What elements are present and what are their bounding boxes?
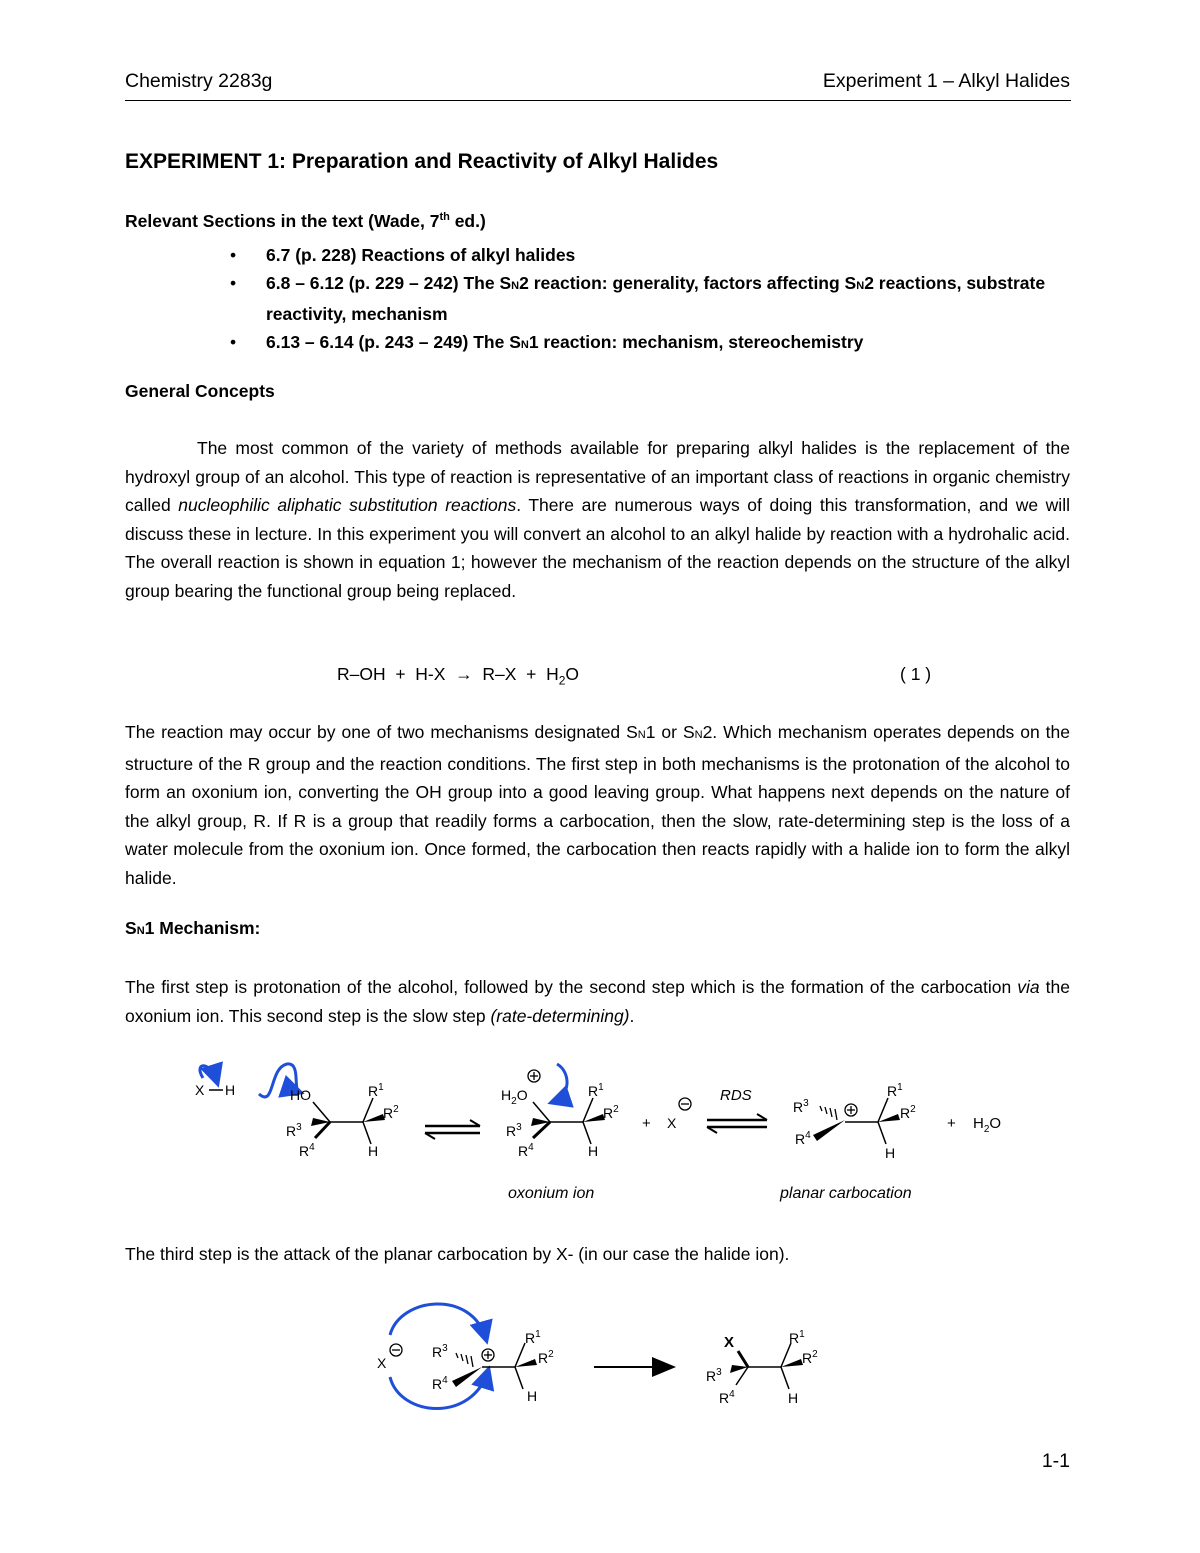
relevant-sections-list <box>230 241 1070 359</box>
svg-text:R2: $R^2$ <box>900 1104 916 1121</box>
svg-text:R1: $R^1$ <box>588 1082 604 1099</box>
scheme1-h2o: $H_2O$ <box>501 1087 528 1107</box>
svg-text:R3: $R^3$ <box>793 1098 809 1115</box>
scheme1-ho: HO <box>290 1087 311 1103</box>
svg-text:H: H <box>527 1388 538 1404</box>
svg-text:R3: $R^3$ <box>286 1122 302 1139</box>
paragraph-intro: The most common of the variety of methods available for preparing alkyl halides is the replacement of the hydroxyl group of an alcohol. This type of reaction is representative of an important class of reactions in organic chemistry called nucleophilic aliphatic substitution reactions. There are numerous ways of doing this transformation, and we will discuss these in lecture. In this experiment you will convert an alcohol to an alkyl halide by reaction with a hydrohalic acid. The overall reaction is shown in equation 1; however the mechanism of the reaction depends on the structure of the alkyl group bearing the functional group being replaced. <box>125 438 1070 601</box>
svg-text:H2O: $H_2O$ <box>973 1115 1002 1135</box>
rds-label: RDS <box>720 1087 752 1104</box>
curved-arrow-xh <box>200 1066 217 1082</box>
svg-text:+: + <box>947 1115 956 1132</box>
svg-text:R1: $R^1$ <box>789 1329 805 1346</box>
sn1-scheme-step-3 <box>360 1295 840 1435</box>
list-item: • 6.7 (p. 228) Reactions of alkyl halides <box>230 241 1070 269</box>
svg-text:R4: $R^4$ <box>432 1375 448 1392</box>
paragraph-mechanisms: The reaction may occur by one of two mechanisms designated SN1 or SN2. Which mechanism operates depends on the structure of the R group and the reaction conditions. The first step in both mechanisms is the protonation of the alcohol to form an oxonium ion, converting the OH group into a good leaving group. What happens next depends on the nature of the alkyl group, R. If R is a group that readily forms a carbocation, then the slow, rate-determining step is the loss of a water molecule from the oxonium ion. Once formed, the carbocation then reacts rapidly with a halide ion to form the alkyl halide. <box>125 722 1071 888</box>
svg-text:R2: $R^2$ <box>538 1349 554 1366</box>
page-number: 1-1 <box>1041 1450 1070 1472</box>
relevant-sections-heading: Relevant Sections in the text (Wade, 7th ed.) <box>125 211 486 231</box>
svg-text:H: H <box>368 1143 379 1159</box>
header-course: Chemistry 2283g <box>125 70 273 92</box>
svg-text:R2: $R^2$ <box>603 1104 619 1121</box>
svg-text:R1: $R^1$ <box>525 1329 541 1346</box>
svg-text:R3: $R^3$ <box>706 1367 722 1384</box>
svg-text:H: H <box>885 1145 896 1161</box>
sn1-scheme-steps-1-2 <box>175 1050 1055 1210</box>
scheme1-r1: $R^1$ <box>368 1082 384 1099</box>
header-rule <box>125 100 1071 101</box>
page-title: EXPERIMENT 1: Preparation and Reactivity of Alkyl Halides <box>125 150 719 173</box>
oxonium-ion-label: oxonium ion <box>508 1185 595 1202</box>
svg-text:R4: $R^4$ <box>719 1389 735 1406</box>
paragraph-sn1-steps: The first step is protonation of the alcohol, followed by the second step which is the formation of the carbocation via the oxonium ion. This second step is the slow step (rate-determining). <box>125 977 1070 1026</box>
svg-text:H: H <box>788 1390 799 1406</box>
svg-text:R2: $R^2$ <box>383 1104 399 1121</box>
sn1-heading: SN1 Mechanism: <box>125 918 261 938</box>
curved-arrow-leaving-water <box>553 1064 567 1102</box>
equation-number: ( 1 ) <box>900 664 932 684</box>
svg-text:R2: $R^2$ <box>802 1349 818 1366</box>
general-concepts-heading: General Concepts <box>125 381 275 401</box>
svg-text:R1: $R^1$ <box>887 1082 903 1099</box>
paragraph-third-step: The third step is the attack of the planar carbocation by X- (in our case the halide ion). <box>125 1244 790 1264</box>
svg-text:R3: $R^3$ <box>432 1343 448 1360</box>
svg-text:R4: $R^4$ <box>518 1142 534 1159</box>
planar-carbocation-label: planar carbocation <box>780 1185 912 1202</box>
svg-text:X: X <box>377 1355 387 1371</box>
scheme1-h: H <box>225 1082 236 1098</box>
curved-arrow-top-attack <box>390 1304 486 1339</box>
list-item: • 6.8 – 6.12 (p. 229 – 242) The SN2 reaction: generality, factors affecting SN2 reactions, substrate reactivity, mechanism <box>230 269 1070 328</box>
svg-text:X: X <box>667 1115 677 1131</box>
scheme1-x: X <box>195 1082 205 1098</box>
svg-text:H: H <box>588 1143 599 1159</box>
svg-text:X: X <box>724 1334 735 1351</box>
header-experiment: Experiment 1 – Alkyl Halides <box>822 70 1070 92</box>
equation-1: $R-OH + H-X \to R-X + H_2O$ <box>337 664 580 688</box>
svg-text:+: + <box>642 1115 651 1132</box>
svg-text:R3: $R^3$ <box>506 1122 522 1139</box>
svg-text:R4: $R^4$ <box>299 1142 315 1159</box>
list-item: • 6.13 – 6.14 (p. 243 – 249) The SN1 reaction: mechanism, stereochemistry <box>230 328 1070 359</box>
svg-text:R4: $R^4$ <box>795 1130 811 1147</box>
